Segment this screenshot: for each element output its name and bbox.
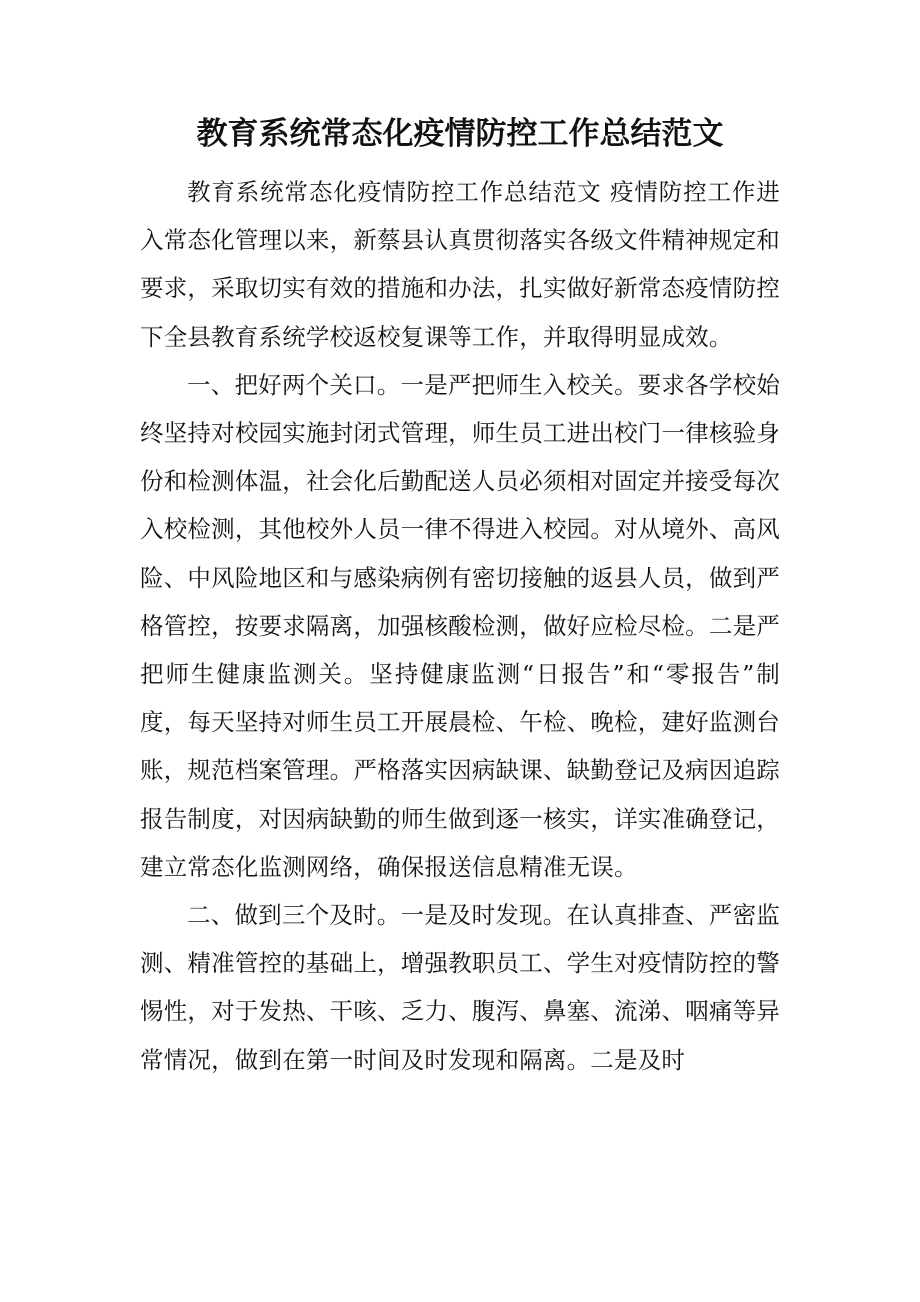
paragraph-section-one: 一、把好两个关口。一是严把师生入校关。要求各学校始终坚持对校园实施封闭式管理，师生员工进出校门一律核验身份和检测体温，社会化后勤配送人员必须相对固定并接受每次入校检测，其他校外人员一律不得进入校园。对从境外、高风险、中风险地区和与感染病例有密切接触的返县人员，做到严格管控，按要求隔离，加强核酸检测，做好应检尽检。二是严把师生健康监测关。坚持健康监测“日报告”和“零报告”制度，每天坚持对师生员工开展晨检、午检、晚检，建好监测台账，规范档案管理。严格落实因病缺课、缺勤登记及病因追踪报告制度，对因病缺勤的师生做到逐一核实，详实准确登记，建立常态化监测网络，确保报送信息精准无误。 — [140, 370, 780, 881]
paragraph-intro: 教育系统常态化疫情防控工作总结范文 疫情防控工作进入常态化管理以来，新蔡县认真贯彻落实各级文件精神规定和要求，采取切实有效的措施和办法，扎实做好新常态疫情防控下全县教育系统学校返校复课等工作，并取得明显成效。 — [140, 178, 780, 351]
document-body — [140, 168, 780, 1084]
document-title: 教育系统常态化疫情防控工作总结范文 — [196, 116, 724, 152]
paragraph-section-two: 二、做到三个及时。一是及时发现。在认真排查、严密监测、精准管控的基础上，增强教职员工、学生对疫情防控的警惕性，对于发热、干咳、乏力、腹泻、鼻塞、流涕、咽痛等异常情况，做到在第一时间及时发现和隔离。二是及时 — [140, 901, 780, 1074]
